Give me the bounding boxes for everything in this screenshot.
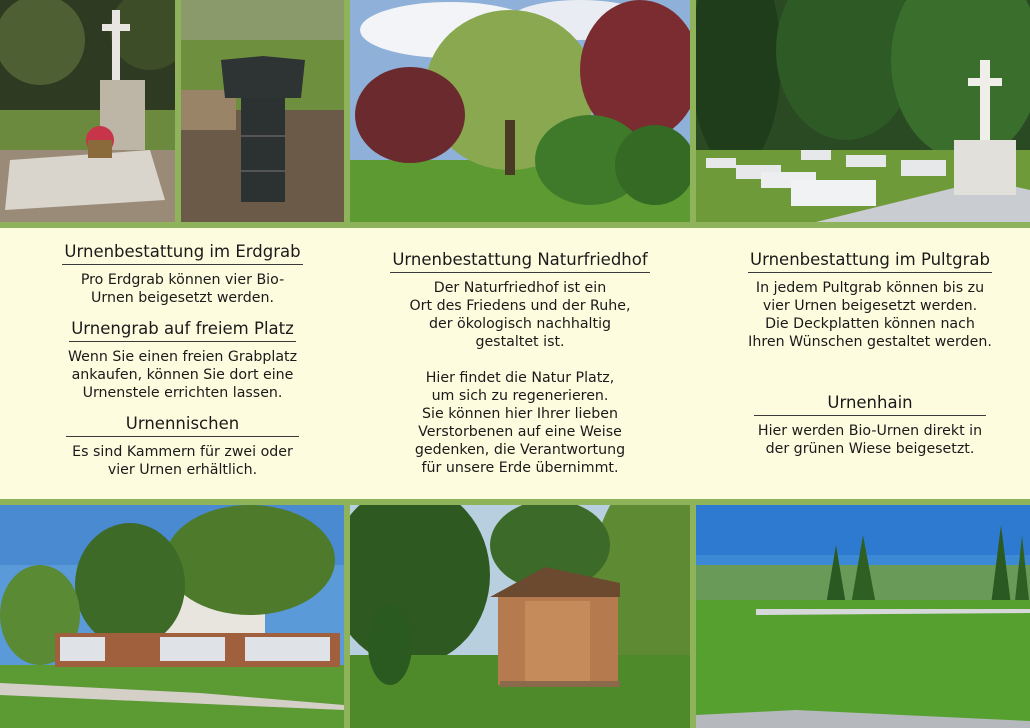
- text-urnenhain: Hier werden Bio-Urnen direkt in der grünen Wiese beigesetzt.: [757, 423, 983, 457]
- natural-cemetery-trees-photo: [350, 0, 690, 222]
- wooden-pavilion-photo: [350, 505, 690, 728]
- cross-gravestone-photo: [0, 0, 175, 222]
- center-column: [385, 250, 655, 477]
- text-naturfriedhof: Der Naturfriedhof ist ein Ort des Friedens und der Ruhe, der ökologisch nachhaltig gestaltet ist.: [409, 280, 631, 350]
- section-nischen: [50, 414, 315, 479]
- text-freier-platz: Wenn Sie einen freien Grabplatz ankaufen, können Sie dort eine Urnenstele errichten lassen.: [67, 349, 298, 401]
- text-nischen: Es sind Kammern für zwei oder vier Urnen erhältlich.: [72, 444, 293, 478]
- heading-naturfriedhof: Urnenbestattung Naturfriedhof: [390, 250, 649, 273]
- section-erdgrab: [50, 242, 315, 307]
- section-freier-platz: [50, 319, 315, 402]
- text-erdgrab: Pro Erdgrab können vier Bio- Urnen beigesetzt werden.: [80, 272, 285, 306]
- book-urn-stele-photo: [181, 0, 344, 222]
- section-naturfriedhof: [385, 250, 655, 477]
- desk-graves-cross-photo: [696, 0, 1030, 222]
- heading-urnenhain: Urnenhain: [754, 393, 985, 416]
- left-column: [50, 242, 315, 479]
- section-urnenhain: [735, 393, 1005, 458]
- urn-grove-meadow-photo: [696, 505, 1030, 728]
- section-pultgrab: [735, 250, 1005, 351]
- heading-freier-platz: Urnengrab auf freiem Platz: [69, 319, 296, 342]
- text-naturfriedhof-2: Hier findet die Natur Platz, um sich zu regenerieren. Sie können hier Ihrer lieben Verstorbenen auf eine Weise gedenken, die Verantwortung für unsere Erde übernimmt.: [414, 370, 626, 476]
- heading-nischen: Urnennischen: [66, 414, 299, 437]
- urn-niche-wall-photo: [0, 505, 344, 728]
- text-pultgrab: In jedem Pultgrab können bis zu vier Urnen beigesetzt werden. Die Deckplatten können nach Ihren Wünschen gestaltet werden.: [748, 280, 992, 350]
- right-column: [735, 250, 1005, 458]
- info-panel: [0, 228, 1030, 498]
- heading-pultgrab: Urnenbestattung im Pultgrab: [748, 250, 992, 273]
- heading-erdgrab: Urnenbestattung im Erdgrab: [62, 242, 302, 265]
